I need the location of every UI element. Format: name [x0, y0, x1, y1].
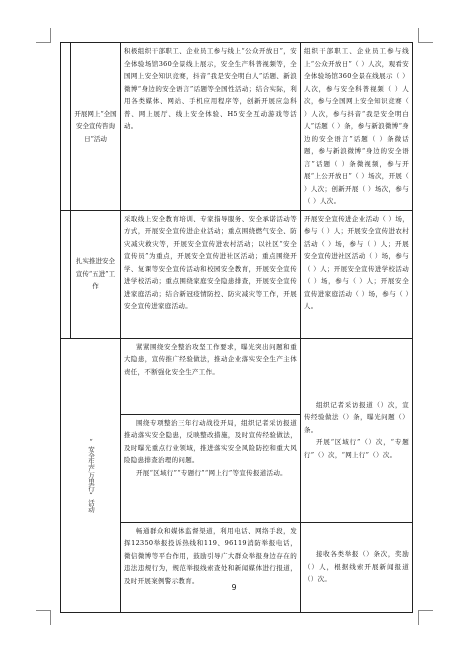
activity-response: 开展安全宣传进企业活动（ ）场，参与（ ）人；开展安全宣传进农村活动（ ）场，参与（ ）人；开展安全宣传进社区活动（ ）场，参与（ ）人；开展安全宣传进学校活动（ ）场，参与（ ）人；开展安全宣传进家庭活动（ ）场，参与（ ）人。 — [301, 210, 413, 338]
description-paragraph: 围绕专项整治三年行动战役开局，组织记者采访报道推动落实安全隐患，反映整改措施，及时宣传经验做法，及时曝光重点行业领域，推进落实安全风险防控和重大风险隐患排查治理的问题。 — [124, 418, 297, 464]
crop-mark-top-left — [36, 28, 51, 43]
table-row — [61, 43, 413, 211]
activity-label-cell — [71, 210, 121, 338]
activity-description — [121, 414, 301, 522]
description-paragraph: 开展“区域行”“专题行”“网上行”等宣传报道活动。 — [136, 468, 287, 477]
crop-mark-top-right — [418, 28, 433, 43]
activity-description: 采取线上安全教育培训、专家指导服务、安全承诺活动等方式，开展安全宣传进企业活动；重点围绕燃气安全、防灾减灾救灾等，开展安全宣传进农村活动；以社区“安全宣传员”为重点，开展安全宣传进社区活动；重点围绕开学、复课等安全宣传活动和校园安全教育，开展安全宣传进学校活动；重点围绕家庭安全隐患排查，开展安全宣传进家庭活动；结合新冠疫情防控、防灾减灾等工作，开展安全宣传进家庭活动。 — [121, 210, 301, 338]
table-row — [61, 338, 413, 414]
activity-description: 畅通群众和媒体监督渠道，利用电话、网络手段，发挥12350举报投诉热线和119、96119消防举报电话，微信微博等平台作用，鼓励引导广大群众举报身边存在的违法违规行为，规范举报线索查处和新闻媒体进行报道，及时开展案例警示教育。 — [121, 522, 301, 612]
response-line: 组织记者采访报道（）次，宣传经验做法（）条，曝光问题（）条。 — [304, 400, 409, 434]
activity-description: 紧紧围绕安全整治攻坚工作要求，曝光突出问题和重大隐患，宣传推广经验做法，推动企业落实安全生产主体责任，不断强化安全生产工作。 — [121, 338, 301, 414]
crop-mark-bottom-left — [36, 610, 51, 625]
activity-response: 组织干部职工、企业员工参与线上“公众开放日”（ ）人次，观看安全体验场馆360全景在线展示（ ）人次，参与安全科普视频（ ）人次，参与全国网上安全知识竞赛（ ）人次，参与抖音“我是安全明白人”话题（ ）条，参与新浪微博“身边的安全语言”话题（ ）条微话题，参与新浪微博“身边的安全语言”话题（ ）条微视频，参与开展“上公开放日”（ ）场次，开展（ ）人次；创新开展（ ）场次，参与（ ）人次。 — [301, 43, 413, 211]
activity-table — [60, 42, 413, 613]
response-line: 开展“区域行”（）次，“专题行”（）次，“网上行”（）次。 — [304, 438, 409, 459]
section-label: “安全生产万里行”活动 — [87, 437, 95, 513]
crop-mark-bottom-right — [418, 610, 433, 625]
section-label-cell — [61, 338, 121, 612]
activity-label-cell — [71, 43, 121, 211]
table-row — [61, 210, 413, 338]
page-number: 9 — [231, 583, 237, 592]
activity-response — [301, 522, 413, 612]
activity-label: 扎实推进安全宣传“五进”工作 — [75, 257, 116, 291]
activity-description: 积极组织干部职工、企业员工参与线上“公众开放日”，安全体验场馆360全景线上展示，安全生产科普视频等，全国网上安全知识竞赛，抖音“我是安全明白人”话题、新浪微博“身边的安全语言”话题等全国性活动；结合实际，利用各类媒体、网站、手机应用程序等，创新开展应急科普、网上展厅、线上安全体验、H5安全互动游戏等活动。 — [121, 43, 301, 211]
blank-cell — [61, 210, 71, 338]
response-line: 接收各类举报（）条次，奖励（）人，根据线索开展新闻报道（）次。 — [304, 550, 409, 584]
activity-label: 开展网上“全国安全宣传咨询日”活动 — [74, 109, 117, 143]
activity-response — [301, 338, 413, 522]
blank-cell — [61, 43, 71, 211]
